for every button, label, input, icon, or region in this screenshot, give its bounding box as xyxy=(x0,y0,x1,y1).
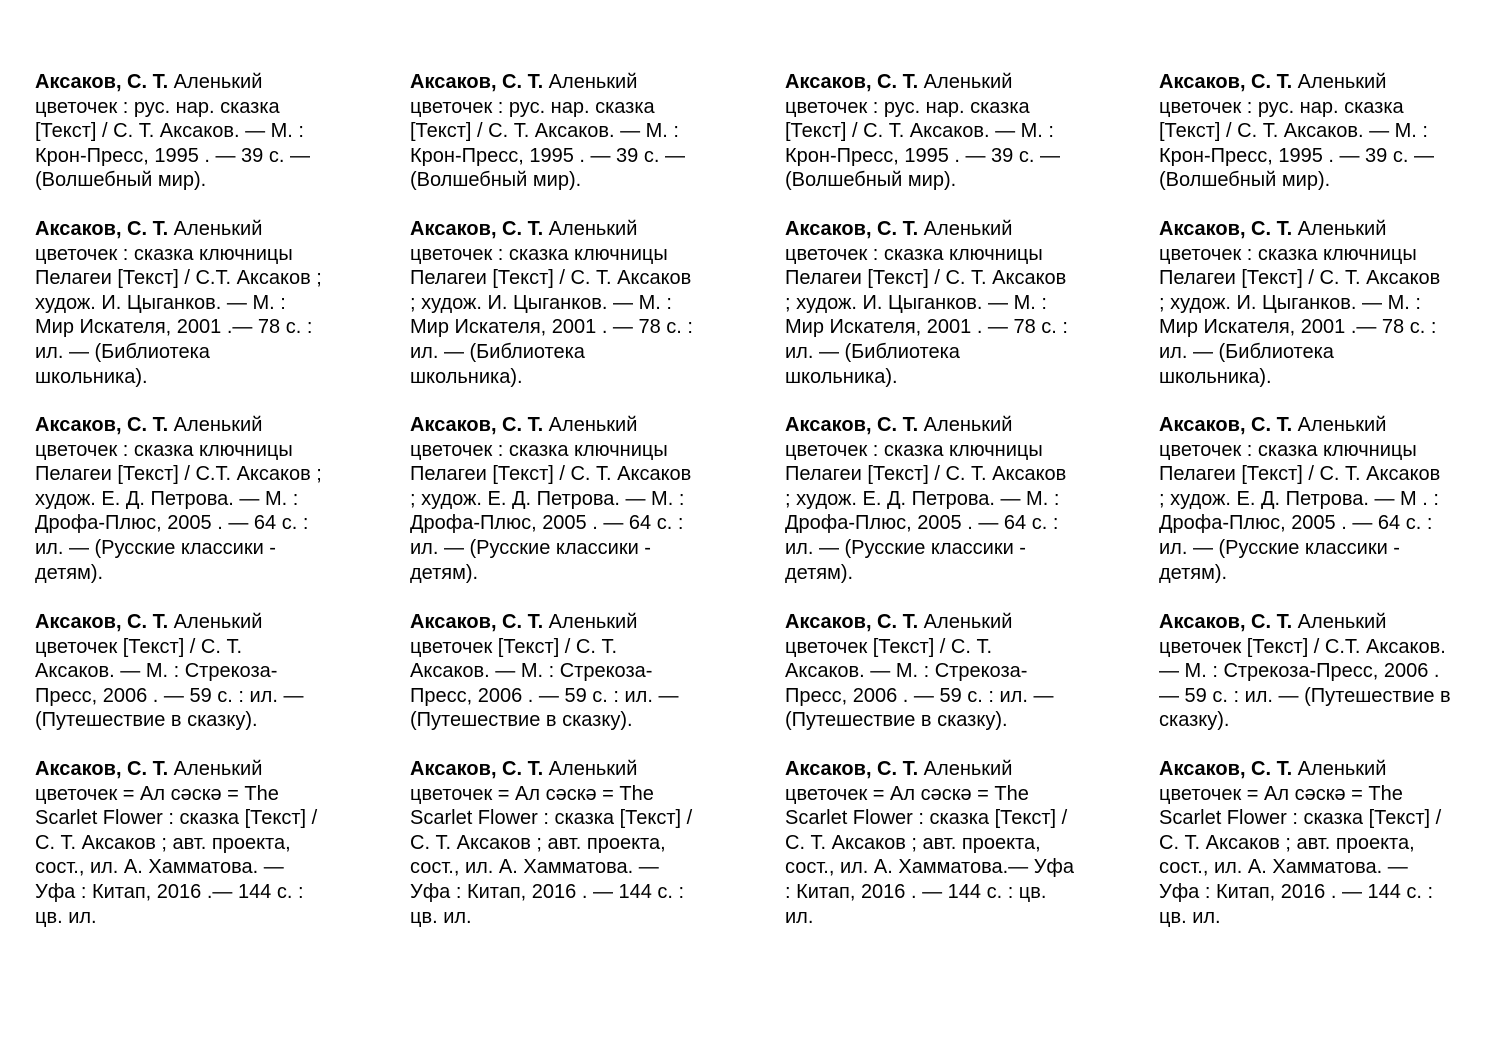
bib-entry xyxy=(1159,610,1451,733)
entry-line: цветочек : сказка ключницы xyxy=(785,242,1043,265)
entry-title-start: Аленький xyxy=(168,611,263,633)
entry-line: Дрофа-Плюс, 2005 . — 64 с. : xyxy=(785,512,1059,535)
entry-line: школьника). xyxy=(35,365,148,388)
entry-line: Дрофа-Плюс, 2005 . — 64 с. : xyxy=(35,512,309,535)
entry-first-line xyxy=(785,217,1068,242)
entry-line: сост., ил. А. Хамматова. — xyxy=(35,856,284,879)
entry-line: детям). xyxy=(785,561,854,584)
entry-line: цветочек : сказка ключницы xyxy=(35,438,293,461)
entry-first-line xyxy=(410,413,691,438)
entry-author: Аксаков, С. Т. xyxy=(1159,218,1293,240)
entry-line: Крон-Пресс, 1995 . — 39 с. — xyxy=(35,144,310,167)
entry-line: ил. xyxy=(785,905,814,928)
bib-entry xyxy=(35,757,317,929)
entry-line: детям). xyxy=(1159,561,1228,584)
entry-title-start: Аленький xyxy=(168,414,263,436)
entry-author: Аксаков, С. Т. xyxy=(35,611,169,633)
entry-line: Крон-Пресс, 1995 . — 39 с. — xyxy=(1159,144,1434,167)
entry-first-line xyxy=(1159,610,1451,635)
entry-title-start: Аленький xyxy=(918,758,1013,780)
entry-line: Пресс, 2006 . — 59 с. : ил. — xyxy=(410,684,679,707)
entry-first-line xyxy=(410,217,693,242)
entry-line: Мир Искателя, 2001 . — 78 с. : xyxy=(410,316,693,339)
entry-line: ; худож. Е. Д. Петрова. — М . : xyxy=(1159,487,1439,510)
entry-line: цв. ил. xyxy=(410,905,472,928)
entry-title-start: Аленький xyxy=(168,71,263,93)
bib-entry xyxy=(410,413,691,585)
entry-first-line xyxy=(785,757,1074,782)
entry-first-line xyxy=(35,70,310,95)
entry-title-start: Аленький xyxy=(918,71,1013,93)
entry-line: цветочек : сказка ключницы xyxy=(1159,438,1417,461)
entry-author: Аксаков, С. Т. xyxy=(785,758,919,780)
entry-title-start: Аленький xyxy=(1292,218,1387,240)
bib-entry xyxy=(1159,217,1440,389)
bib-entry xyxy=(785,610,1053,733)
entry-line: ил. — (Русские классики - xyxy=(1159,536,1400,559)
entry-line: — М. : Стрекоза-Пресс, 2006 . xyxy=(1159,660,1440,683)
entry-line: ; худож. Е. Д. Петрова. — М. : xyxy=(410,487,685,510)
entry-line: школьника). xyxy=(1159,365,1272,388)
entry-title-start: Аленький xyxy=(1292,758,1387,780)
entry-line: Аксаков. — М. : Стрекоза- xyxy=(410,660,653,683)
entry-line: Пелагеи [Текст] / С. Т. Аксаков xyxy=(1159,267,1441,290)
entry-line: Scarlet Flower : сказка [Текст] / xyxy=(785,807,1068,830)
entry-line: С. Т. Аксаков ; авт. проекта, xyxy=(1159,831,1415,854)
entry-first-line xyxy=(410,70,685,95)
entry-line: Дрофа-Плюс, 2005 . — 64 с. : xyxy=(410,512,684,535)
entry-author: Аксаков, С. Т. xyxy=(35,758,169,780)
entry-line: Scarlet Flower : сказка [Текст] / xyxy=(1159,807,1442,830)
entry-title-start: Аленький xyxy=(543,611,638,633)
entry-line: цветочек : рус. нар. сказка xyxy=(35,95,280,118)
entry-line: С. Т. Аксаков ; авт. проекта, xyxy=(785,831,1041,854)
entry-line: ; худож. Е. Д. Петрова. — М. : xyxy=(785,487,1060,510)
entry-first-line xyxy=(35,757,317,782)
entry-line: Крон-Пресс, 1995 . — 39 с. — xyxy=(785,144,1060,167)
bib-entry xyxy=(410,217,693,389)
entry-line: цветочек = Ал сәскә = The xyxy=(785,782,1029,805)
entry-line: цветочек [Текст] / С. Т. xyxy=(35,635,243,658)
entry-line: [Текст] / С. Т. Аксаков. — М. : xyxy=(410,120,679,143)
entry-author: Аксаков, С. Т. xyxy=(1159,611,1293,633)
entry-title-start: Аленький xyxy=(543,414,638,436)
bib-entry xyxy=(785,413,1066,585)
entry-line: цветочек : сказка ключницы xyxy=(1159,242,1417,265)
bib-entry xyxy=(1159,757,1441,929)
entry-line: Пресс, 2006 . — 59 с. : ил. — xyxy=(35,684,304,707)
entry-line: цветочек [Текст] / С.Т. Аксаков. xyxy=(1159,635,1446,658)
entry-line: Пелагеи [Текст] / С. Т. Аксаков xyxy=(410,267,692,290)
entry-line: ил. — (Русские классики - xyxy=(785,536,1026,559)
bib-entry xyxy=(410,757,692,929)
entry-line: цветочек [Текст] / С. Т. xyxy=(410,635,618,658)
entry-first-line xyxy=(785,70,1060,95)
entry-line: (Волшебный мир). xyxy=(1159,169,1331,192)
bib-entry xyxy=(410,610,678,733)
entry-line: Мир Искателя, 2001 . — 78 с. : xyxy=(785,316,1068,339)
entry-line: цв. ил. xyxy=(1159,905,1221,928)
entry-line: Уфа : Китап, 2016 . — 144 с. : xyxy=(1159,880,1434,903)
entry-author: Аксаков, С. Т. xyxy=(1159,758,1293,780)
entry-line: цв. ил. xyxy=(35,905,97,928)
entry-first-line xyxy=(410,757,692,782)
entry-first-line xyxy=(785,413,1066,438)
entry-first-line xyxy=(35,217,322,242)
entry-line: школьника). xyxy=(410,365,523,388)
entry-first-line xyxy=(785,610,1053,635)
bib-entry xyxy=(410,70,685,193)
entry-line: цветочек : рус. нар. сказка xyxy=(785,95,1030,118)
entry-line: цветочек : сказка ключницы xyxy=(410,242,668,265)
entry-line: цветочек : сказка ключницы xyxy=(785,438,1043,461)
entry-line: Пелагеи [Текст] / С. Т. Аксаков xyxy=(1159,463,1441,486)
entry-author: Аксаков, С. Т. xyxy=(785,611,919,633)
entry-line: ил. — (Библиотека xyxy=(785,340,960,363)
entry-line: сост., ил. А. Хамматова.— Уфа xyxy=(785,856,1074,879)
entry-line: цветочек = Ал сәскә = The xyxy=(35,782,279,805)
entry-line: ; худож. И. Цыганков. — М. : xyxy=(410,291,672,314)
entry-first-line xyxy=(410,610,678,635)
entry-author: Аксаков, С. Т. xyxy=(785,218,919,240)
entry-line: ил. — (Библиотека xyxy=(35,340,210,363)
entry-line: ; худож. И. Цыганков. — М. : xyxy=(1159,291,1421,314)
entry-line: цветочек = Ал сәскә = The xyxy=(1159,782,1403,805)
entry-line: детям). xyxy=(410,561,479,584)
entry-author: Аксаков, С. Т. xyxy=(1159,71,1293,93)
entry-line: цветочек : сказка ключницы xyxy=(410,438,668,461)
entry-line: ; худож. И. Цыганков. — М. : xyxy=(785,291,1047,314)
entry-line: цветочек : рус. нар. сказка xyxy=(410,95,655,118)
entry-line: ил. — (Русские классики - xyxy=(35,536,276,559)
bib-entry xyxy=(35,610,303,733)
entry-line: Крон-Пресс, 1995 . — 39 с. — xyxy=(410,144,685,167)
entry-title-start: Аленький xyxy=(1292,71,1387,93)
entry-line: [Текст] / С. Т. Аксаков. — М. : xyxy=(35,120,304,143)
entry-author: Аксаков, С. Т. xyxy=(410,758,544,780)
entry-line: Уфа : Китап, 2016 .— 144 с. : xyxy=(35,880,304,903)
entry-line: Дрофа-Плюс, 2005 . — 64 с. : xyxy=(1159,512,1433,535)
entry-author: Аксаков, С. Т. xyxy=(410,414,544,436)
entry-line: Мир Искателя, 2001 .— 78 с. : xyxy=(35,316,313,339)
entry-line: ил. — (Библиотека xyxy=(1159,340,1334,363)
entry-first-line xyxy=(1159,413,1440,438)
entry-line: Пресс, 2006 . — 59 с. : ил. — xyxy=(785,684,1054,707)
entry-line: Пелагеи [Текст] / С.Т. Аксаков ; xyxy=(35,267,322,290)
entry-author: Аксаков, С. Т. xyxy=(410,611,544,633)
entry-first-line xyxy=(35,413,322,438)
bib-entry xyxy=(785,757,1074,929)
entry-first-line xyxy=(35,610,303,635)
entry-line: ил. — (Библиотека xyxy=(410,340,585,363)
entry-line: Мир Искателя, 2001 .— 78 с. : xyxy=(1159,316,1437,339)
entry-first-line xyxy=(1159,217,1440,242)
entry-line: (Путешествие в сказку). xyxy=(35,709,258,732)
entry-line: Пелагеи [Текст] / С. Т. Аксаков xyxy=(410,463,692,486)
entry-author: Аксаков, С. Т. xyxy=(35,71,169,93)
entry-title-start: Аленький xyxy=(168,218,263,240)
entry-line: худож. И. Цыганков. — М. : xyxy=(35,291,286,314)
entry-author: Аксаков, С. Т. xyxy=(35,414,169,436)
bib-entry xyxy=(1159,70,1434,193)
entry-author: Аксаков, С. Т. xyxy=(785,71,919,93)
entry-author: Аксаков, С. Т. xyxy=(410,71,544,93)
entry-line: детям). xyxy=(35,561,104,584)
entry-line: Пелагеи [Текст] / С.Т. Аксаков ; xyxy=(35,463,322,486)
entry-author: Аксаков, С. Т. xyxy=(1159,414,1293,436)
entry-line: цветочек [Текст] / С. Т. xyxy=(785,635,993,658)
entry-line: сказку). xyxy=(1159,709,1230,732)
entry-title-start: Аленький xyxy=(543,71,638,93)
entry-line: (Волшебный мир). xyxy=(35,169,207,192)
entry-line: Аксаков. — М. : Стрекоза- xyxy=(785,660,1028,683)
entry-line: Аксаков. — М. : Стрекоза- xyxy=(35,660,278,683)
bib-entry xyxy=(785,70,1060,193)
entry-first-line xyxy=(1159,757,1441,782)
entry-title-start: Аленький xyxy=(918,611,1013,633)
entry-author: Аксаков, С. Т. xyxy=(785,414,919,436)
entry-author: Аксаков, С. Т. xyxy=(410,218,544,240)
entry-line: ил. — (Русские классики - xyxy=(410,536,651,559)
bib-entry xyxy=(35,70,310,193)
entry-line: С. Т. Аксаков ; авт. проекта, xyxy=(35,831,291,854)
entry-title-start: Аленький xyxy=(918,414,1013,436)
entry-line: (Путешествие в сказку). xyxy=(410,709,633,732)
entry-line: [Текст] / С. Т. Аксаков. — М. : xyxy=(785,120,1054,143)
entry-line: сост., ил. А. Хамматова. — xyxy=(1159,856,1408,879)
entry-line: сост., ил. А. Хамматова. — xyxy=(410,856,659,879)
entry-line: — 59 с. : ил. — (Путешествие в xyxy=(1159,684,1451,707)
entry-first-line xyxy=(1159,70,1434,95)
entry-line: Уфа : Китап, 2016 . — 144 с. : xyxy=(410,880,685,903)
entry-title-start: Аленький xyxy=(168,758,263,780)
entry-line: (Волшебный мир). xyxy=(410,169,582,192)
entry-line: Пелагеи [Текст] / С. Т. Аксаков xyxy=(785,463,1067,486)
entry-line: (Путешествие в сказку). xyxy=(785,709,1008,732)
entry-line: Scarlet Flower : сказка [Текст] / xyxy=(410,807,693,830)
entry-title-start: Аленький xyxy=(543,758,638,780)
entry-title-start: Аленький xyxy=(1292,611,1387,633)
bib-entry xyxy=(785,217,1068,389)
entry-line: худож. Е. Д. Петрова. — М. : xyxy=(35,487,299,510)
entry-title-start: Аленький xyxy=(1292,414,1387,436)
entry-line: Пелагеи [Текст] / С. Т. Аксаков xyxy=(785,267,1067,290)
entry-line: С. Т. Аксаков ; авт. проекта, xyxy=(410,831,666,854)
entry-title-start: Аленький xyxy=(918,218,1013,240)
entry-line: цветочек = Ал сәскә = The xyxy=(410,782,654,805)
entry-line: цветочек : сказка ключницы xyxy=(35,242,293,265)
entry-line: : Китап, 2016 . — 144 с. : цв. xyxy=(785,880,1047,903)
entry-author: Аксаков, С. Т. xyxy=(35,218,169,240)
entry-title-start: Аленький xyxy=(543,218,638,240)
entry-line: школьника). xyxy=(785,365,898,388)
entry-line: [Текст] / С. Т. Аксаков. — М. : xyxy=(1159,120,1428,143)
bib-entry xyxy=(35,217,322,389)
bib-entry xyxy=(35,413,322,585)
entry-line: цветочек : рус. нар. сказка xyxy=(1159,95,1404,118)
entry-line: Scarlet Flower : сказка [Текст] / xyxy=(35,807,318,830)
entry-line: (Волшебный мир). xyxy=(785,169,957,192)
bib-entry xyxy=(1159,413,1440,585)
